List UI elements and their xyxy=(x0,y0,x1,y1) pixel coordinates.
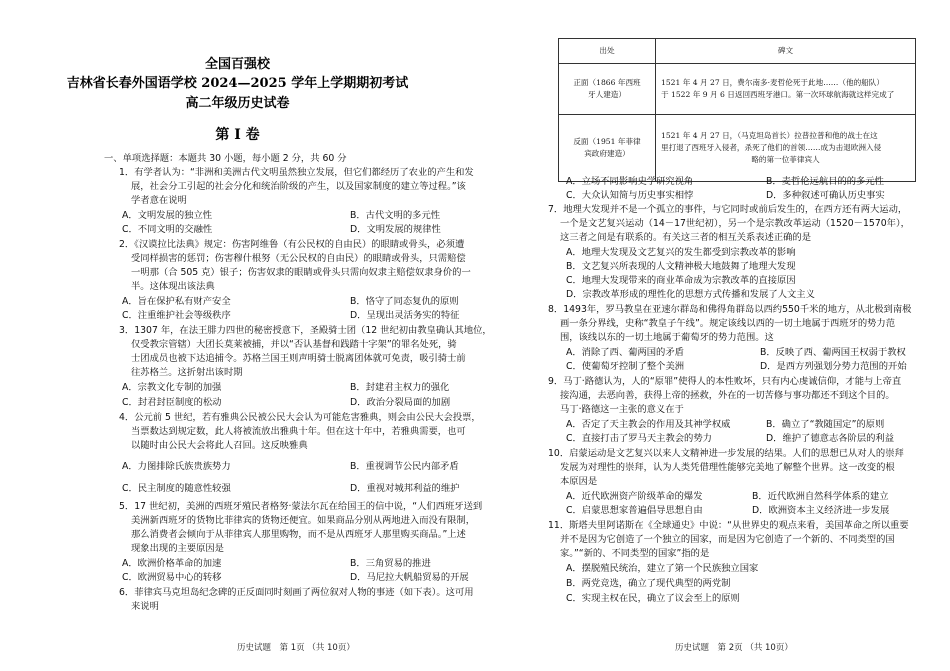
q4-line: 当票数达到规定数，此人将被流放出雅典十年。但在这十年中，若雅典需要，也可 xyxy=(131,426,466,437)
q2-option-c: C．注重维护社会等级秩序 xyxy=(122,310,231,321)
q3-line: 士团成员也被下达追捕令。苏格兰国王则声明骑士脱离团体就可免责，吸引骑士前 xyxy=(131,353,466,364)
table-header-text: 碑文 xyxy=(656,39,916,64)
q3-line: 3．1307 年，在法王腓力四世的秘密授意下，圣殿骑士团（12 世纪初由教皇确认其地位， xyxy=(119,325,492,336)
q5-line: 5．17 世纪初，美洲的西班牙殖民者格努·蒙法尔瓦在给国王的信中说，“人们西班牙送到 xyxy=(119,501,483,512)
q9-line: 接沟通，去恶向善，获得上帝的拯救，外在的一切苦修与事功都还不到这个目的。 xyxy=(560,390,895,401)
q7-option-a: A．地理大发现及文艺复兴的发生都受到宗教改革的影响 xyxy=(566,247,796,258)
q10-line: 发展为对理性的崇拜，认为人类凭借理性能够完美地了解整个世界。这一改变的根 xyxy=(560,462,895,473)
q9-option-a: A．否定了天主教会的作用及其神学权威 xyxy=(566,419,731,430)
page-footer-left: 历史试题 第 1页 （共 10页） xyxy=(237,643,355,653)
exam-title: 吉林省长春外国语学校 2024—2025 学年上学期期初考试 xyxy=(66,76,409,91)
q7-option-c: C．地理大发现带来的商业革命成为宗教改革的直接原因 xyxy=(566,275,796,286)
q8-option-b: B．反映了西、葡两国王权弱于教权 xyxy=(760,347,906,358)
q6-line: 6．菲律宾马克坦岛纪念碑的正反面同时刻画了两位叙对人物的事迹（如下表）。这可用 xyxy=(119,587,474,598)
q1-option-d: D．文明发展的规律性 xyxy=(350,224,441,235)
q3-line: 往苏格兰。这折射出该时期 xyxy=(131,367,243,378)
q11-option-a: A．摆脱殖民统治，建立了第一个民族独立国家 xyxy=(566,563,759,574)
monument-inscription-table xyxy=(558,38,916,182)
q5-option-d: D．马尼拉大帆船贸易的开展 xyxy=(350,572,469,583)
q5-line: 现象出现的主要原因是 xyxy=(131,543,224,554)
q1-option-b: B．古代文明的多元性 xyxy=(350,210,441,221)
q8-line: 8．1493年，罗马教皇在亚速尔群岛和佛得角群岛以西约550千米的地方，从北极到南极 xyxy=(548,304,912,315)
q7-option-d: D．宗教改革形成的理性化的思想方式传播和发展了人文主义 xyxy=(566,289,815,300)
q10-option-b: B．近代欧洲自然科学体系的建立 xyxy=(752,491,889,502)
q4-option-b: B．重视调节公民内部矛盾 xyxy=(350,461,459,472)
q2-line: 受同样损害的惩罚；伤害穆什根努（无公民权的自由民）的眼睛或骨头，只需赔偿 xyxy=(131,253,466,264)
q2-option-d: D．呈现出灵活务实的特征 xyxy=(350,310,460,321)
q10-line: 10．启蒙运动是文艺复兴以来人文精神进一步发展的结果。人们的思想已从对人的崇拜 xyxy=(548,448,904,459)
exam-subtitle: 高二年级历史试卷 xyxy=(185,96,290,111)
q6-option-c: C．大众认知简与历史事实相悖 xyxy=(566,190,694,201)
q3-option-d: D．政治分裂局面的加剧 xyxy=(350,397,451,408)
table-cell-text: 1521 年 4 月 27 日，（马克坦岛首长）拉普拉普和他的战士在这 里打退了西班牙入侵者，杀死了他们的首领……成为击退欧洲入侵 略的第一位菲律宾人 xyxy=(656,115,916,182)
q5-line: 那么消费者会倾向于从菲律宾人那里购物，而不是从西班牙人那里购买商品。”上述 xyxy=(131,529,466,540)
q9-option-c: C．直接打击了罗马天主教会的势力 xyxy=(566,433,712,444)
q4-option-d: D．重视对城邦利益的维护 xyxy=(350,483,460,494)
q10-option-d: D．欧洲资本主义经济进一步发展 xyxy=(752,505,890,516)
table-cell-source: 正面（1866 年西班 牙人建造） xyxy=(559,64,656,115)
q11-line: 11．斯塔夫里阿诺斯在《全球通史》中说：“从世界史的观点来看，美国革命之所以重要 xyxy=(548,520,909,531)
q1-line: 展，社会分工引起的社会分化和统治阶级的产生，以及国家制度的建立等过程。”该 xyxy=(131,181,466,192)
q5-option-b: B．三角贸易的推进 xyxy=(350,558,431,569)
q2-line: 半。这体现出该法典 xyxy=(131,281,215,292)
q3-option-c: C．封君封臣制度的松动 xyxy=(122,397,222,408)
page-footer-right: 历史试题 第 2页 （共 10页） xyxy=(675,643,793,653)
q1-option-c: C．不同文明的交融性 xyxy=(122,224,213,235)
q10-line: 本原因是 xyxy=(560,476,598,487)
section-heading: 一、单项选择题：本题共 30 小题，每小题 2 分，共 60 分 xyxy=(104,153,347,164)
q7-option-b: B．文艺复兴所表现的人文精神极大地鼓舞了地理大发现 xyxy=(566,261,796,272)
q3-line: 仅受教宗管辖）大团长莫莱被捕，并以“否认基督和践踏十字架”的罪名处死，骑 xyxy=(131,339,457,350)
q4-option-c: C．民主制度的随意性较强 xyxy=(122,483,231,494)
q3-option-b: B．封建君主权力的强化 xyxy=(350,382,450,393)
q5-option-c: C．欧洲贸易中心的转移 xyxy=(122,572,222,583)
q7-line: 这三者之间是有联系的。有关这三者的相互关系表述正确的是 xyxy=(560,232,812,243)
table-row xyxy=(559,64,916,115)
table-row xyxy=(559,115,916,182)
q2-line: 2．《汉谟拉比法典》规定：伤害阿维鲁（有公民权的自由民）的眼睛或骨头，必须遭 xyxy=(119,239,465,250)
table-header-source: 出处 xyxy=(559,39,656,64)
q7-line: 7．地理大发现并不是一个孤立的事件，与它同时或前后发生的，在西方还有两大运动， xyxy=(548,204,908,215)
q7-line: 一个是文艺复兴运动（14－17世纪初），另一个是宗教改革运动（1520－1570年）， xyxy=(560,218,910,229)
q1-line: 1．有学者认为：“非洲和美洲古代文明虽然独立发展，但它们都经历了农业的产生和发 xyxy=(119,167,474,178)
q11-option-b: B．两党竞选，确立了现代典型的两党制 xyxy=(566,578,731,589)
q9-option-d: D．维护了德意志各阶层的利益 xyxy=(766,433,895,444)
q10-option-a: A．近代欧洲资产阶级革命的爆发 xyxy=(566,491,703,502)
q4-option-a: A．力图排除氏族贵族势力 xyxy=(122,461,231,472)
q2-line: 一明那（合 505 克）银子；伤害奴隶的眼睛或骨头只需向奴隶主赔偿奴隶身价的一 xyxy=(131,267,471,278)
q2-option-a: A．旨在保护私有财产安全 xyxy=(122,296,231,307)
q9-line: 马丁·路德这一主张的意义在于 xyxy=(560,404,684,415)
q10-option-c: C．启蒙思想家普遍倡导思想自由 xyxy=(566,505,703,516)
q1-option-a: A．文明发展的独立性 xyxy=(122,210,213,221)
q1-line: 学者意在说明 xyxy=(131,195,187,206)
q8-line: 围，该线以东的一切土地属于葡萄牙的势力范围。这 xyxy=(560,332,774,343)
q4-line: 以随时由公民大会将此人召回。这反映雅典 xyxy=(131,440,308,451)
q5-line: 美洲新西班牙的货物比菲律宾的货物还便宜。如果商品分别从两地进入而没有限制， xyxy=(131,515,475,526)
q6-option-d: D．多种叙述可确认历史事实 xyxy=(766,190,885,201)
table-cell-text: 1521 年 4 月 27 日，费尔南多·麦哲伦死于此地……（他的船队） 于 1522 年 9 月 6 日返回西班牙港口。第一次环球航海就这样完成了 xyxy=(656,64,916,115)
q11-option-c: C．实现主权在民，确立了议会至上的原则 xyxy=(566,593,740,604)
q11-line: 家。”“新的、不同类型的国家”指的是 xyxy=(560,548,710,559)
q9-option-b: B．确立了“教随国定”的原则 xyxy=(766,419,885,430)
part-title: 第 I 卷 xyxy=(215,127,260,143)
q6-option-a: A．立场不同影响史学研究视角 xyxy=(566,176,694,187)
q3-option-a: A．宗教文化专制的加强 xyxy=(122,382,222,393)
q11-line: 并不是因为它创造了一个独立的国家，而是因为它创造了一个新的、不同类型的国 xyxy=(560,534,895,545)
table-cell-source: 反面（1951 年菲律 宾政府建造） xyxy=(559,115,656,182)
q4-line: 4．公元前 5 世纪，若有雅典公民被公民大会认为可能危害雅典，则会由公民大会投票， xyxy=(119,412,481,423)
q8-line: 画一条分界线，史称“教皇子午线”。规定该线以西的一切土地属于西班牙的势力范 xyxy=(560,318,896,329)
school-rank-title: 全国百强校 xyxy=(204,57,270,72)
q8-option-a: A．消除了西、葡两国的矛盾 xyxy=(566,347,684,358)
q6-option-b: B．麦哲伦远航目的的多元性 xyxy=(766,176,884,187)
q5-option-a: A．欧洲价格革命的加速 xyxy=(122,558,222,569)
q8-option-c: C．使葡萄牙控制了整个美洲 xyxy=(566,361,685,372)
q8-option-d: D．是西方列强划分势力范围的开始 xyxy=(760,361,907,372)
q6-line: 来说明 xyxy=(131,601,159,612)
q2-option-b: B．恪守了同态复仇的原则 xyxy=(350,296,459,307)
q9-line: 9．马丁·路德认为，人的“原罪”使得人的本性败坏，只有内心虔诚信仰，才能与上帝直 xyxy=(548,376,902,387)
